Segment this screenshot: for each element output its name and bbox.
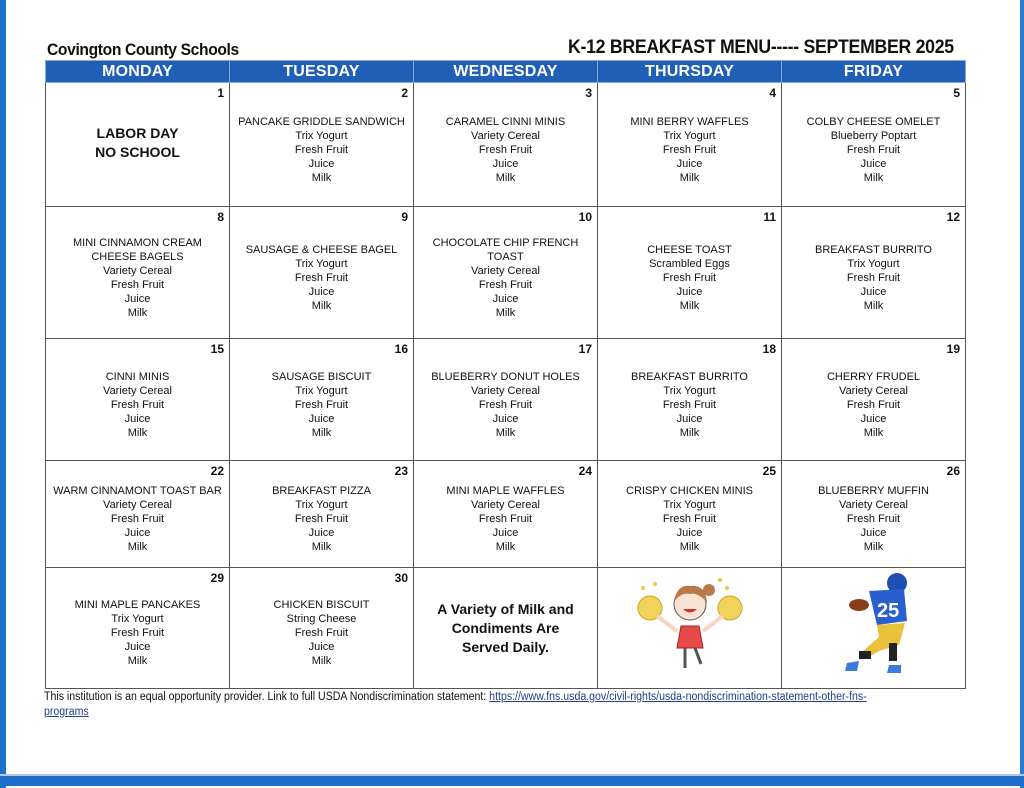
menu-item: Milk (863, 426, 884, 439)
day-cell (414, 83, 598, 207)
menu-item: Fresh Fruit (662, 398, 717, 411)
day-cell (46, 339, 230, 461)
menu-item: Milk (495, 541, 516, 553)
menu-item: Juice (492, 527, 519, 539)
menu-item: Fresh Fruit (846, 398, 901, 411)
menu-item: Juice (676, 285, 703, 298)
menu-item: Milk (127, 655, 148, 667)
menu-item: Variety Cereal (471, 499, 540, 511)
day-cell (46, 568, 230, 689)
day-cell (414, 339, 598, 461)
menu-item: Milk (311, 171, 332, 184)
menu-items (230, 356, 413, 444)
menu-item: Milk (679, 299, 700, 312)
menu-item: Juice (124, 292, 151, 305)
day-number: 3 (585, 86, 592, 100)
usda-link[interactable]: https://www.fns.usda.gov/civil-rights/usda-nondiscrimination-statement-other-fns-programs (44, 691, 867, 718)
weekday-header-row (46, 61, 966, 83)
menu-item: Milk (679, 541, 700, 553)
day-number: 5 (953, 86, 960, 100)
menu-item: Milk (679, 426, 700, 439)
menu-item: Milk (495, 306, 516, 319)
entree: CHOCOLATE CHIP FRENCH TOAST (432, 236, 579, 263)
entree: CHERRY FRUDEL (826, 370, 921, 383)
week-row (46, 83, 966, 207)
menu-items (230, 584, 413, 672)
menu-item: Juice (124, 527, 151, 539)
menu-item: Blueberry Poptart (830, 129, 917, 142)
menu-item: Fresh Fruit (294, 143, 349, 156)
entree: MINI CINNAMON CREAM CHEESE BAGELS (73, 236, 202, 263)
day-number: 25 (762, 464, 776, 478)
menu-items (46, 584, 229, 672)
day-number: 23 (394, 464, 408, 478)
menu-items (46, 470, 229, 558)
entree: BREAKFAST BURRITO (631, 370, 748, 383)
holiday-line: NO SCHOOL (95, 143, 180, 160)
day-number: 4 (769, 86, 776, 100)
menu-item: Trix Yogurt (295, 257, 348, 270)
menu-items (414, 222, 597, 324)
entree: PANCAKE GRIDDLE SANDWICH (238, 115, 405, 128)
holiday-line: LABOR DAY (96, 124, 179, 141)
menu-item: Fresh Fruit (478, 398, 533, 411)
menu-item: Fresh Fruit (662, 143, 717, 156)
menu-item: Variety Cereal (103, 499, 172, 511)
menu-item: Fresh Fruit (294, 513, 349, 525)
week-row (46, 339, 966, 461)
menu-item: Milk (127, 306, 148, 319)
holiday-notice (46, 124, 229, 166)
weekday-friday: FRIDAY (782, 61, 966, 83)
day-number: 11 (763, 210, 776, 224)
menu-item: Trix Yogurt (847, 257, 900, 270)
entree: BLUEBERRY DONUT HOLES (431, 370, 580, 383)
week-row (46, 568, 966, 689)
menu-item: Juice (492, 292, 519, 305)
entree: BREAKFAST PIZZA (272, 485, 371, 497)
menu-item: Trix Yogurt (663, 384, 716, 397)
entree: BLUEBERRY MUFFIN (818, 485, 929, 497)
menu-item: Fresh Fruit (294, 398, 349, 411)
entree: BREAKFAST BURRITO (815, 243, 932, 256)
cheerleader-illustration (635, 576, 745, 676)
menu-item: Milk (311, 426, 332, 439)
day-cell (782, 568, 966, 689)
menu-items (230, 229, 413, 317)
menu-item: Fresh Fruit (478, 143, 533, 156)
menu-title: K-12 BREAKFAST MENU----- SEPTEMBER 2025 (568, 37, 954, 58)
page-frame-bottom (0, 774, 1024, 786)
menu-item: Variety Cereal (471, 264, 540, 277)
menu-item: Fresh Fruit (478, 513, 533, 525)
menu-calendar (45, 60, 966, 689)
menu-items (414, 470, 597, 558)
entree: MINI MAPLE WAFFLES (446, 485, 565, 497)
week-row (46, 461, 966, 568)
page-frame-right (1020, 0, 1024, 788)
menu-items (230, 470, 413, 558)
menu-item: Fresh Fruit (846, 143, 901, 156)
entree: CRISPY CHICKEN MINIS (626, 485, 753, 497)
menu-item: Variety Cereal (839, 499, 908, 511)
page-frame-left (0, 0, 6, 788)
svg-text:25: 25 (876, 599, 899, 622)
weekday-tuesday: TUESDAY (230, 61, 414, 83)
menu-items (46, 222, 229, 324)
weekday-wednesday: WEDNESDAY (414, 61, 598, 83)
day-number: 9 (401, 210, 408, 224)
service-note (414, 600, 597, 657)
day-cell (46, 207, 230, 339)
day-number: 19 (946, 342, 960, 356)
menu-item: Milk (127, 541, 148, 553)
menu-item: Juice (492, 412, 519, 425)
entree: MINI MAPLE PANCAKES (74, 599, 201, 611)
day-cell (46, 83, 230, 207)
menu-item: Fresh Fruit (294, 271, 349, 284)
day-cell (414, 207, 598, 339)
day-number: 26 (946, 464, 960, 478)
day-cell (598, 568, 782, 689)
menu-item: Fresh Fruit (110, 627, 165, 639)
menu-item: Juice (308, 527, 335, 539)
menu-item: Milk (863, 299, 884, 312)
menu-items (598, 101, 781, 189)
menu-item: Trix Yogurt (295, 129, 348, 142)
day-number: 30 (394, 571, 408, 585)
menu-items (414, 101, 597, 189)
menu-item: Juice (308, 157, 335, 170)
menu-item: Fresh Fruit (110, 398, 165, 411)
menu-item: Juice (492, 157, 519, 170)
menu-item: Milk (863, 171, 884, 184)
menu-item: Juice (676, 157, 703, 170)
menu-item: Milk (311, 299, 332, 312)
note-line: Served Daily. (462, 638, 549, 655)
menu-item: Trix Yogurt (663, 499, 716, 511)
menu-item: Juice (308, 285, 335, 298)
day-number: 15 (210, 342, 224, 356)
menu-item: Juice (860, 285, 887, 298)
entree: SAUSAGE BISCUIT (271, 370, 372, 383)
entree: COLBY CHEESE OMELET (806, 115, 941, 128)
day-cell (414, 568, 598, 689)
menu-item: Milk (495, 426, 516, 439)
menu-item: Milk (311, 655, 332, 667)
menu-item: Fresh Fruit (846, 271, 901, 284)
note-line: Condiments Are (451, 619, 560, 636)
day-number: 8 (217, 210, 224, 224)
menu-items (782, 470, 965, 558)
menu-item: Variety Cereal (471, 129, 540, 142)
day-cell (230, 339, 414, 461)
entree: CARAMEL CINNI MINIS (445, 115, 566, 128)
menu-item: Fresh Fruit (478, 278, 533, 291)
menu-item: Fresh Fruit (846, 513, 901, 525)
day-cell (230, 83, 414, 207)
menu-items (230, 101, 413, 189)
day-number: 10 (578, 210, 592, 224)
menu-item: String Cheese (286, 613, 357, 625)
menu-items (598, 356, 781, 444)
entree: CINNI MINIS (105, 370, 170, 383)
day-number: 17 (578, 342, 592, 356)
entree: WARM CINNAMONT TOAST BAR (53, 485, 222, 497)
day-number: 1 (217, 86, 224, 100)
menu-item: Milk (863, 541, 884, 553)
menu-item: Fresh Fruit (662, 513, 717, 525)
day-cell (230, 461, 414, 568)
school-name: Covington County Schools (47, 40, 239, 59)
day-cell (46, 461, 230, 568)
menu-item: Juice (124, 641, 151, 653)
menu-item: Juice (860, 527, 887, 539)
day-cell (230, 207, 414, 339)
menu-items (598, 229, 781, 317)
menu-item: Fresh Fruit (110, 513, 165, 525)
menu-item: Trix Yogurt (663, 129, 716, 142)
entree: CHICKEN BISCUIT (273, 599, 370, 611)
note-line: A Variety of Milk and (437, 600, 574, 617)
menu-item: Trix Yogurt (111, 613, 164, 625)
day-cell (230, 568, 414, 689)
day-number: 16 (394, 342, 408, 356)
menu-item: Milk (495, 171, 516, 184)
menu-items (46, 356, 229, 444)
day-cell (598, 207, 782, 339)
footer (44, 690, 890, 720)
menu-item: Juice (124, 412, 151, 425)
menu-item: Juice (676, 412, 703, 425)
entree: SAUSAGE & CHEESE BAGEL (245, 243, 398, 256)
weekday-thursday: THURSDAY (598, 61, 782, 83)
day-number: 22 (210, 464, 224, 478)
day-cell (782, 461, 966, 568)
menu-item: Juice (860, 157, 887, 170)
menu-item: Variety Cereal (103, 384, 172, 397)
menu-items (598, 470, 781, 558)
footer-statement: This institution is an equal opportunity provider. Link to full USDA Nondiscrimination statement: (44, 691, 487, 703)
weekday-monday: MONDAY (46, 61, 230, 83)
menu-item: Milk (127, 426, 148, 439)
entree: CHEESE TOAST (647, 243, 732, 256)
menu-item: Variety Cereal (839, 384, 908, 397)
menu-items (782, 101, 965, 189)
day-number: 2 (401, 86, 408, 100)
menu-item: Trix Yogurt (295, 384, 348, 397)
menu-item: Juice (676, 527, 703, 539)
entree: MINI BERRY WAFFLES (630, 115, 749, 128)
menu-item: Juice (860, 412, 887, 425)
day-number: 12 (946, 210, 960, 224)
menu-items (782, 229, 965, 317)
day-number: 24 (578, 464, 592, 478)
menu-item: Scrambled Eggs (649, 257, 730, 270)
menu-item: Trix Yogurt (295, 499, 348, 511)
menu-item: Juice (308, 641, 335, 653)
menu-item: Milk (311, 541, 332, 553)
menu-item: Fresh Fruit (294, 627, 349, 639)
menu-items (782, 356, 965, 444)
football-player-illustration (819, 573, 929, 679)
day-cell (782, 339, 966, 461)
day-cell (598, 461, 782, 568)
menu-item: Variety Cereal (471, 384, 540, 397)
day-cell (598, 83, 782, 207)
day-cell (414, 461, 598, 568)
day-number: 29 (210, 571, 224, 585)
day-cell (598, 339, 782, 461)
day-cell (782, 83, 966, 207)
menu-item: Milk (679, 171, 700, 184)
menu-item: Variety Cereal (103, 264, 172, 277)
day-cell (782, 207, 966, 339)
week-row (46, 207, 966, 339)
menu-item: Fresh Fruit (110, 278, 165, 291)
menu-item: Fresh Fruit (662, 271, 717, 284)
menu-item: Juice (308, 412, 335, 425)
day-number: 18 (762, 342, 776, 356)
menu-items (414, 356, 597, 444)
